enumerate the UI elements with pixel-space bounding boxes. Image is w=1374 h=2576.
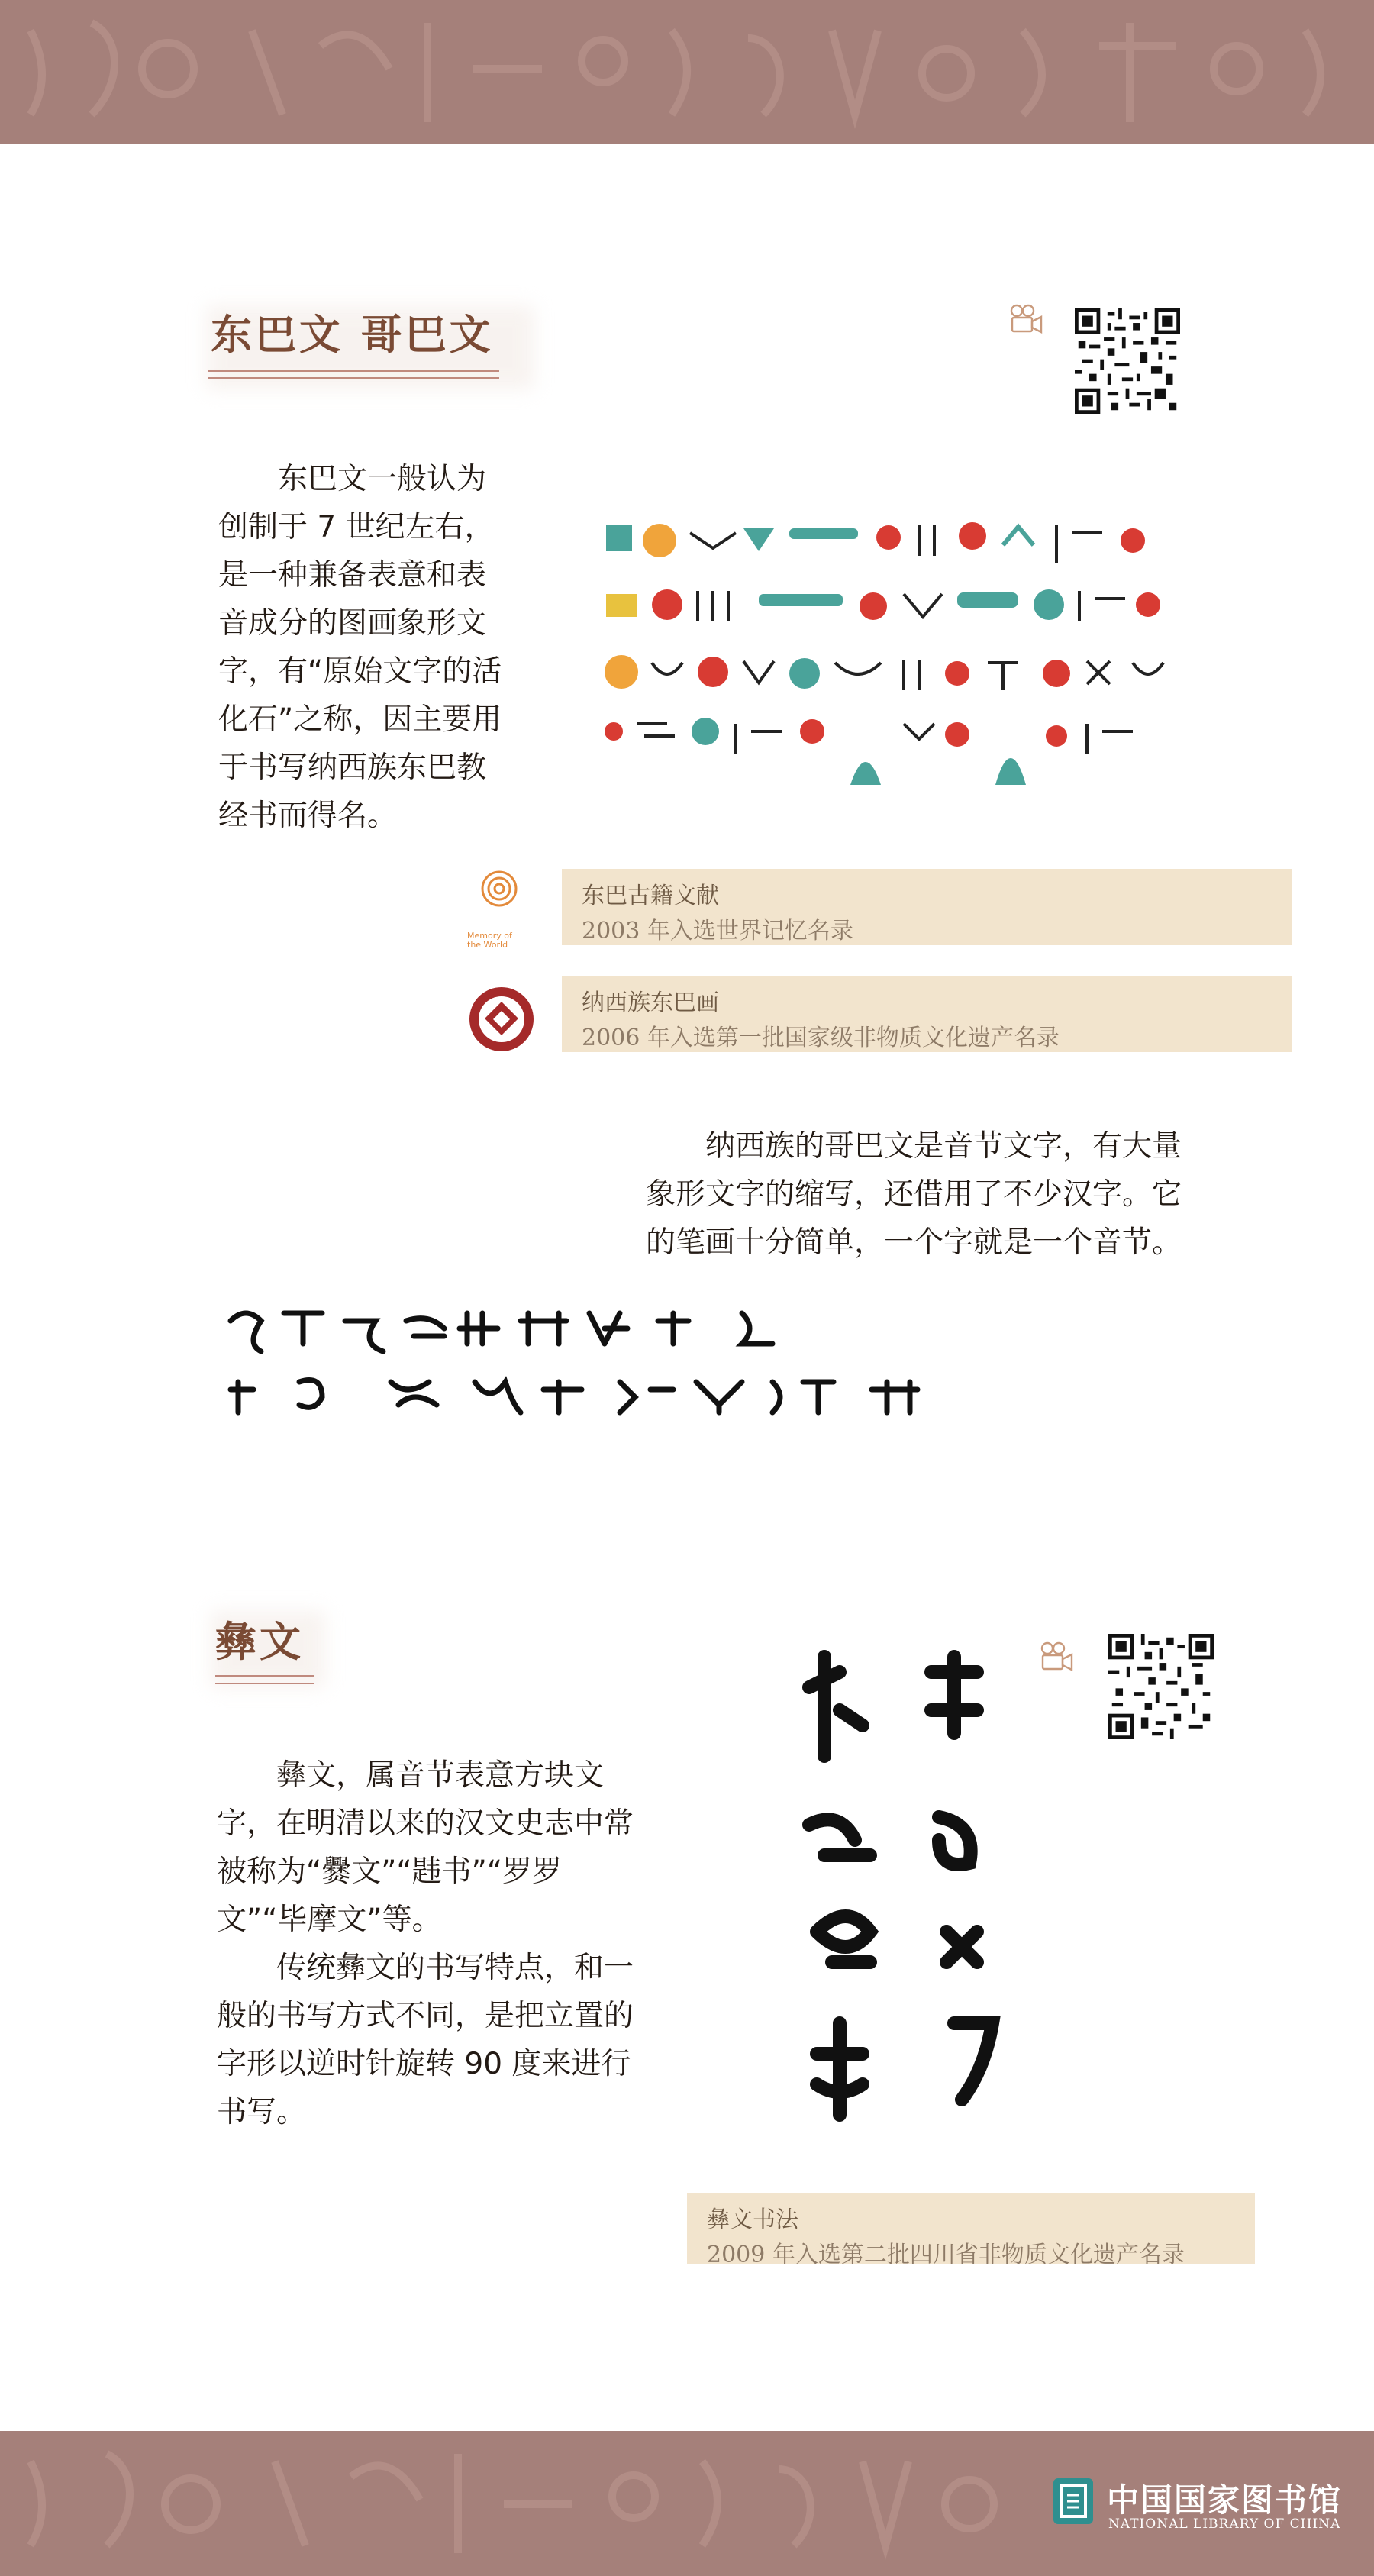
caption-yi-calligraphy (687, 2193, 1255, 2268)
caption-title: 东巴古籍文献 (582, 883, 719, 909)
yi-description (217, 1751, 637, 2136)
video-camera-icon[interactable] (1009, 304, 1044, 339)
geba-script-image (223, 1298, 956, 1428)
top-decorative-band (0, 0, 1374, 144)
dongba-row-1 (606, 522, 1145, 563)
dongba-row-2 (606, 589, 1160, 621)
title-underline (208, 370, 499, 372)
band-pattern (0, 0, 1374, 144)
dongba-manuscript-image (598, 510, 1179, 792)
yi-calligraphy-image (794, 1641, 1023, 2138)
qr-code-yi[interactable] (1108, 1634, 1214, 1739)
caption-detail: 2006 年入选第一批国家级非物质文化遗产名录 (582, 1025, 1060, 1051)
yi-paragraph-2: 传统彝文的书写特点，和一般的书写方式不同，是把立置的字形以逆时针旋转 90 度来进行书写。 (217, 1951, 634, 2129)
geba-paragraph: 纳西族的哥巴文是音节文字，有大量象形文字的缩写，还借用了不少汉字。它的笔画十分简单，一个字就是一个音节。 (646, 1129, 1182, 1260)
library-name-english: NATIONAL LIBRARY OF CHINA (1108, 2516, 1341, 2532)
qr-code-pattern (1108, 1634, 1214, 1739)
memory-of-the-world-text: Memory of the World (467, 931, 512, 950)
memory-of-the-world-logo (470, 869, 528, 918)
bottom-decorative-band (0, 2431, 1374, 2576)
section-title-dongba: 东巴文 哥巴文 (211, 310, 494, 359)
caption-dongba-painting (562, 976, 1292, 1052)
qr-code-dongba[interactable] (1075, 308, 1180, 414)
caption-dongba-manuscripts (562, 869, 1292, 945)
dongba-paragraph: 东巴文一般认为创制于 7 世纪左右，是一种兼备表意和表音成分的图画象形文字，有“原始文字的活化石”之称，因主要用于书写纳西族东巴教经书而得名。 (218, 462, 502, 833)
dongba-row-4 (605, 718, 1133, 785)
caption-title: 彝文书法 (707, 2206, 798, 2233)
intangible-heritage-logo (467, 985, 536, 1057)
qr-code-pattern (1075, 308, 1180, 414)
dongba-row-3 (605, 655, 1163, 690)
dongba-description (218, 455, 513, 840)
caption-detail: 2003 年入选世界记忆名录 (582, 918, 853, 944)
caption-detail: 2009 年入选第二批四川省非物质文化遗产名录 (707, 2242, 1185, 2268)
library-name-chinese: 中国国家图书馆 (1107, 2481, 1343, 2519)
title-underline-thin (215, 1683, 314, 1684)
title-underline (215, 1675, 314, 1677)
yi-paragraph-1: 彝文，属音节表意方块文字，在明清以来的汉文史志中常被称为“爨文”“韪书”“罗罗文”“毕摩文”等。 (217, 1758, 634, 1937)
geba-description (646, 1122, 1208, 1267)
title-underline-thin (208, 377, 499, 379)
section-title-yi: 彝文 (215, 1617, 304, 1666)
caption-title: 纳西族东巴画 (582, 989, 719, 1016)
video-camera-icon[interactable] (1040, 1641, 1075, 1677)
